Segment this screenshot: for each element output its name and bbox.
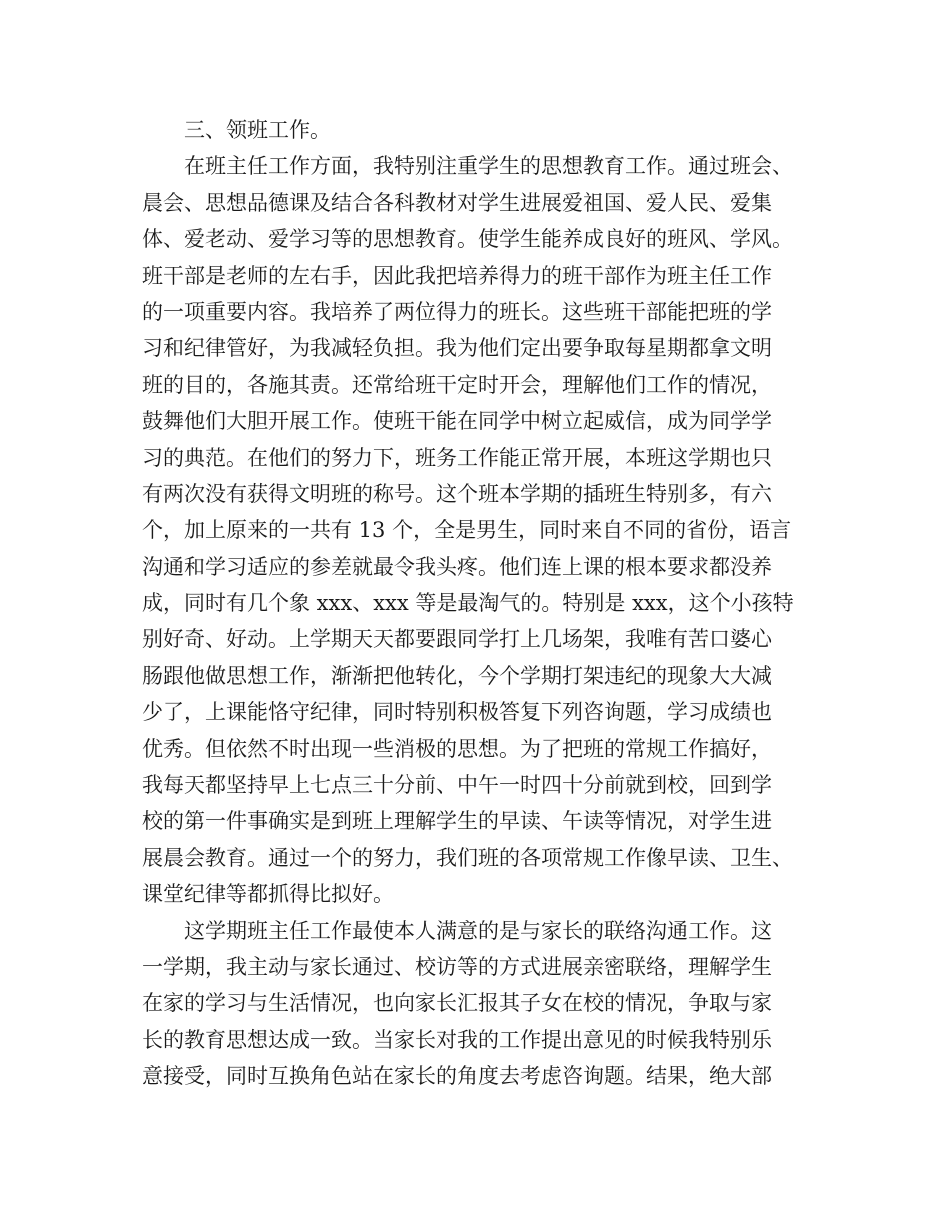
paragraph-line: 校的第一件事确实是到班上理解学生的早读、午读等情况，对学生进 <box>142 809 772 834</box>
paragraph-line: 肠跟他做思想工作，渐渐把他转化，今个学期打架违纪的现象大大减 <box>142 663 772 688</box>
paragraph-line: 一学期，我主动与家长通过、校访等的方式进展亲密联络，理解学生 <box>142 954 772 979</box>
paragraph-line: 课堂纪律等都抓得比拟好。 <box>142 882 394 907</box>
paragraph-line: 意接受，同时互换角色站在家长的角度去考虑咨询题。结果，绝大部 <box>142 1064 772 1089</box>
paragraph-line: 我每天都坚持早上七点三十分前、中午一时四十分前就到校，回到学 <box>142 773 772 798</box>
paragraph-line: 体、爱老动、爱学习等的思想教育。使学生能养成良好的班风、学风。 <box>142 227 793 252</box>
paragraph-line: 成，同时有几个象 xxx、xxx 等是最淘气的。特别是 xxx，这个小孩特 <box>142 591 794 616</box>
paragraph-class-management <box>142 148 842 912</box>
paragraph-line: 有两次没有获得文明班的称号。这个班本学期的插班生特别多，有六 <box>142 481 772 506</box>
paragraph-line: 少了，上课能恪守纪律，同时特别积极答复下列咨询题，学习成绩也 <box>142 700 772 725</box>
paragraph-line: 晨会、思想品德课及结合各科教材对学生进展爱祖国、爱人民、爱集 <box>142 190 772 215</box>
paragraph-line: 班干部是老师的左右手，因此我把培养得力的班干部作为班主任工作 <box>142 263 772 288</box>
paragraph-line: 长的教育思想达成一致。当家长对我的工作提出意见的时候我特别乐 <box>142 1027 772 1052</box>
paragraph-line: 个，加上原来的一共有 13 个，全是男生，同时来自不同的省份，语言 <box>142 518 792 543</box>
paragraph-line: 班的目的，各施其责。还常给班干定时开会，理解他们工作的情况， <box>142 372 772 397</box>
paragraph-line: 鼓舞他们大胆开展工作。使班干能在同学中树立起威信，成为同学学 <box>142 409 772 434</box>
paragraph-parent-communication <box>142 913 842 1095</box>
paragraph-line: 别好奇、好动。上学期天天都要跟同学打上几场架，我唯有苦口婆心 <box>142 627 772 652</box>
paragraph-line: 这学期班主任工作最使本人满意的是与家长的联络沟通工作。这 <box>184 918 772 943</box>
document-body <box>142 112 842 1095</box>
paragraph-line: 在班主任工作方面，我特别注重学生的思想教育工作。通过班会、 <box>184 154 793 179</box>
paragraph-line: 习的典范。在他们的努力下，班务工作能正常开展，本班这学期也只 <box>142 445 772 470</box>
section-heading: 三、领班工作。 <box>184 118 331 142</box>
paragraph-line: 展晨会教育。通过一个的努力，我们班的各项常规工作像早读、卫生、 <box>142 845 793 870</box>
paragraph-line: 沟通和学习适应的参差就最令我头疼。他们连上课的根本要求都没养 <box>142 554 772 579</box>
paragraph-line: 优秀。但依然不时出现一些消极的思想。为了把班的常规工作搞好， <box>142 736 772 761</box>
paragraph-line: 的一项重要内容。我培养了两位得力的班长。这些班干部能把班的学 <box>142 299 772 324</box>
paragraph-line: 在家的学习与生活情况，也向家长汇报其子女在校的情况，争取与家 <box>142 991 772 1016</box>
paragraph-line: 习和纪律管好，为我减轻负担。我为他们定出要争取每星期都拿文明 <box>142 336 772 361</box>
